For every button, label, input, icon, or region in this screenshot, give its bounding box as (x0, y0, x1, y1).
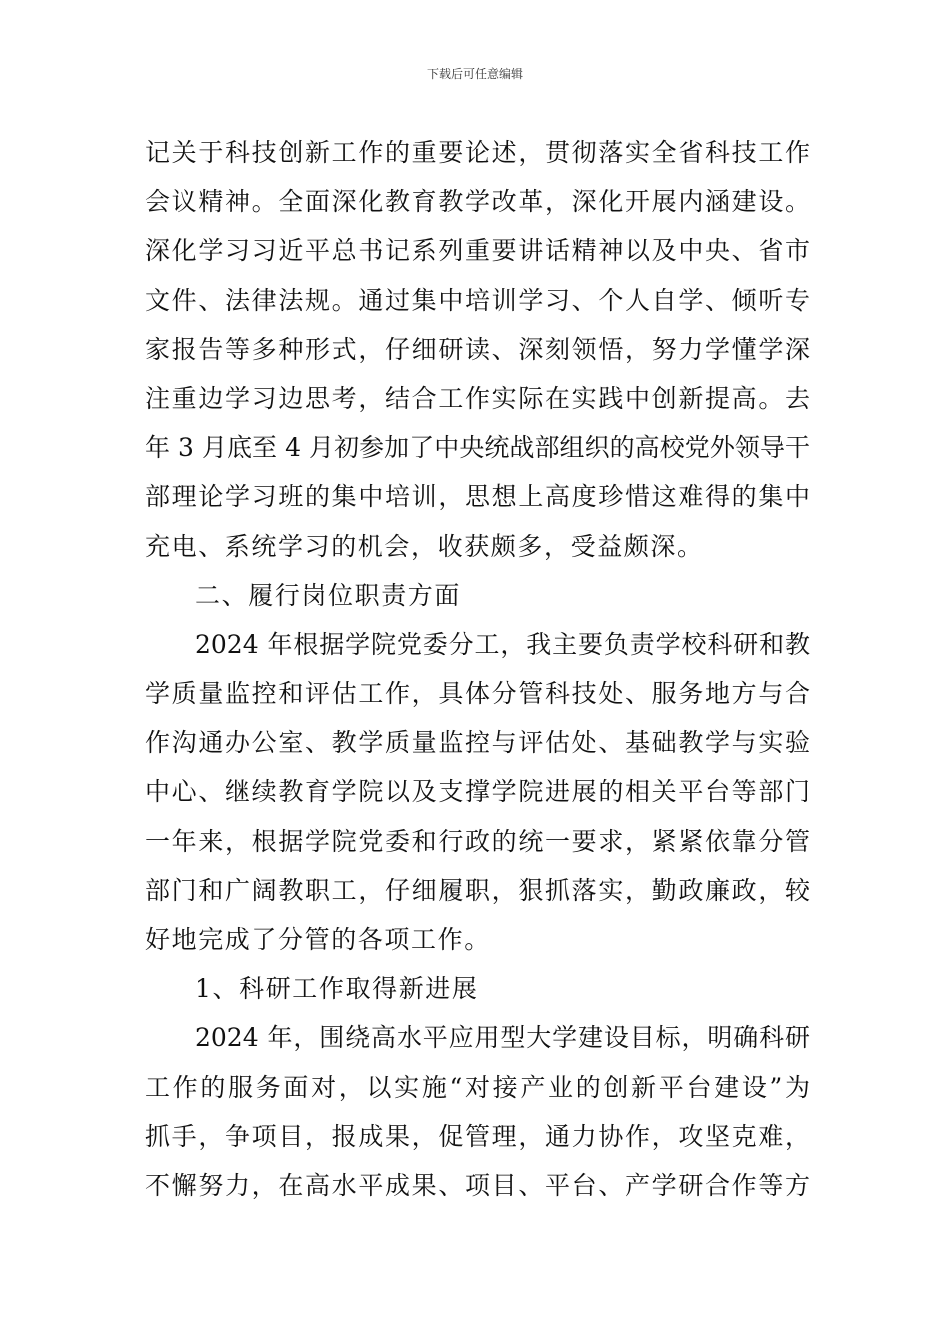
subsection-heading-1: 1、科研工作取得新进展 (195, 974, 479, 1004)
text-line-5: 家报告等多种形式，仔细研读、深刻领悟，努力学懂学深 (145, 334, 810, 364)
text-line-20: 工作的服务面对，以实施“对接产业的创新平台建设”为 (145, 1072, 810, 1102)
page-header: 下载后可任意编辑 (426, 67, 523, 81)
text-line-14: 中心、继续教育学院以及支撑学院进展的相关平台等部门 (145, 777, 810, 807)
text-line-13: 作沟通办公室、教学质量监控与评估处、基础教学与实验 (145, 728, 810, 758)
text-line-15: 一年来，根据学院党委和行政的统一要求，紧紧依靠分管 (145, 826, 810, 856)
document-body (145, 128, 810, 1210)
text-line-1: 记关于科技创新工作的重要论述，贯彻落实全省科技工作 (145, 138, 810, 167)
text-line-3: 深化学习习近平总书记系列重要讲话精神以及中央、省市 (145, 236, 810, 266)
text-line-6: 注重边学习边思考，结合工作实际在实践中创新提高。去 (145, 383, 810, 413)
text-line-9: 充电、系统学习的机会，收获颇多，受益颇深。 (145, 531, 704, 561)
text-line-12: 学质量监控和评估工作，具体分管科技处、服务地方与合 (145, 679, 810, 709)
text-line-7: 年 3 月底至 4 月初参加了中央统战部组织的高校党外领导干 (145, 433, 810, 463)
text-line-19: 2024 年，围绕高水平应用型大学建设目标，明确科研 (195, 1023, 810, 1053)
text-line-22: 不懈努力，在高水平成果、项目、平台、产学研合作等方 (145, 1170, 810, 1200)
section-heading-2: 二、履行岗位职责方面 (195, 580, 462, 610)
text-line-11: 2024 年根据学院党委分工，我主要负责学校科研和教 (195, 629, 810, 659)
text-line-17: 好地完成了分管的各项工作。 (145, 925, 491, 954)
text-line-4: 文件、法律法规。通过集中培训学习、个人自学、倾听专 (145, 285, 810, 315)
text-line-16: 部门和广阔教职工，仔细履职，狠抓落实，勤政廉政，较 (145, 875, 810, 905)
text-line-2: 会议精神。全面深化教育教学改革，深化开展内涵建设。 (145, 187, 810, 217)
text-line-8: 部理论学习班的集中培训，思想上高度珍惜这难得的集中 (145, 482, 810, 512)
text-line-21: 抓手，争项目，报成果，促管理，通力协作，攻坚克难， (145, 1121, 810, 1151)
